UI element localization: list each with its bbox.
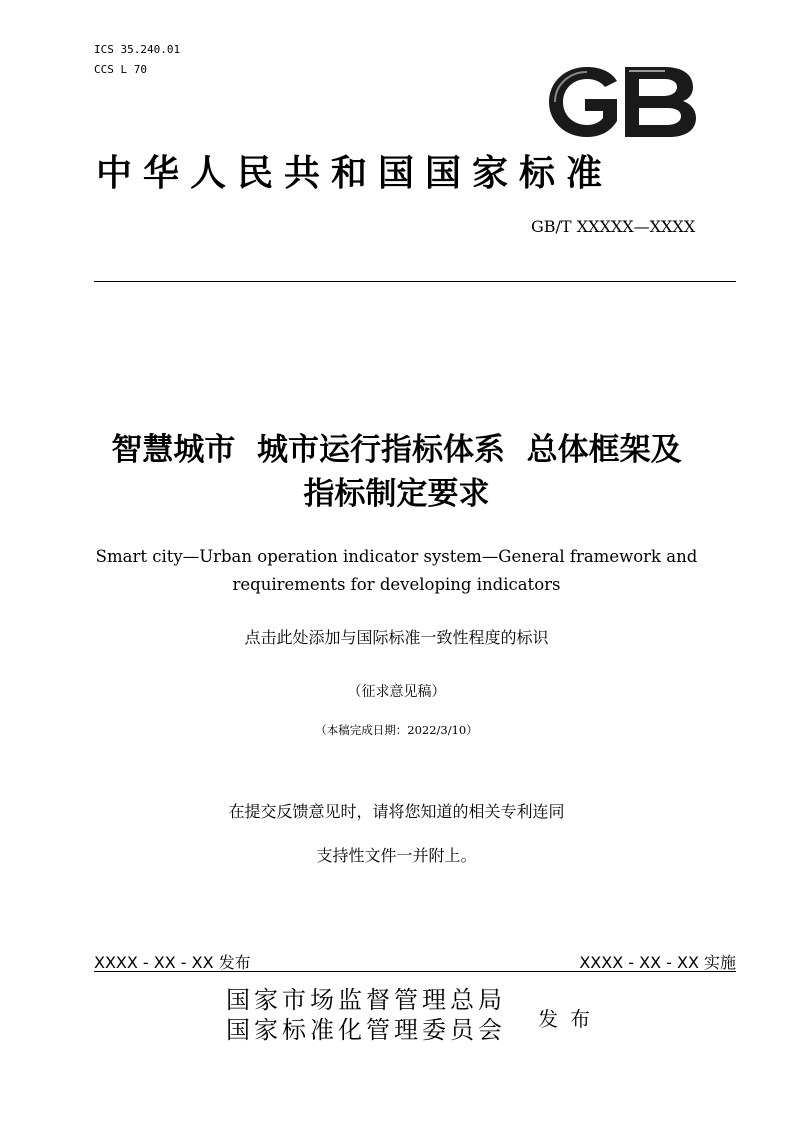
gb-logo-icon [545, 63, 700, 141]
issue-date: XXXX - XX - XX 发布 [94, 953, 251, 972]
title-chinese-line1: 智慧城市 城市运行指标体系 总体框架及 [111, 432, 682, 468]
title-english-line2: requirements for developing indicators [232, 575, 561, 594]
issuer-samr: 国家市场监督管理总局 [226, 986, 506, 1014]
completion-date: （本稿完成日期：2022/3/10） [315, 723, 478, 737]
issuer-sac: 国家标准化管理委员会 [226, 1016, 506, 1044]
implementation-date: XXXX - XX - XX 实施 [579, 953, 736, 972]
patent-notice-line2: 支持性文件一并附上。 [316, 846, 477, 865]
title-chinese [40, 428, 753, 516]
ics-code: ICS 35.240.01 [94, 43, 181, 56]
title-english [60, 543, 733, 599]
standard-number: GB/T XXXXX—XXXX [531, 217, 696, 236]
conformity-note[interactable]: 点击此处添加与国际标准一致性程度的标识 [244, 628, 549, 647]
publish-label: 发布 [538, 1007, 602, 1031]
top-divider [94, 281, 736, 282]
classification-codes [94, 40, 180, 80]
ccs-code: CCS L 70 [94, 63, 147, 76]
draft-status: （征求意见稿） [347, 684, 446, 700]
patent-notice-line1: 在提交反馈意见时，请将您知道的相关专利连同 [228, 802, 565, 821]
title-english-line1: Smart city—Urban operation indicator system—General framework and [95, 547, 698, 566]
bottom-divider [94, 971, 736, 972]
standard-type-heading: 中华人民共和国国家标准 [96, 152, 614, 194]
title-chinese-line2: 指标制定要求 [303, 476, 490, 512]
